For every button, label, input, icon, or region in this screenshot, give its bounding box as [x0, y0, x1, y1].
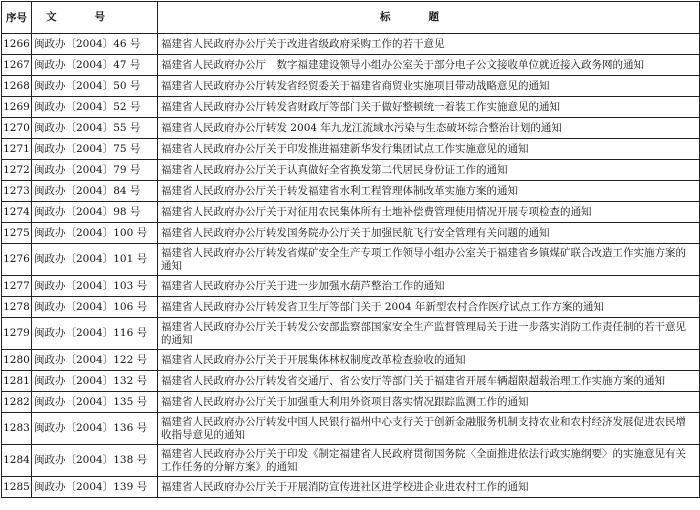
row-title: 福建省人民政府办公厅转发省财政厅等部门关于做好整顿统一着装工作实施意见的通知	[158, 97, 700, 118]
row-number: 1272	[2, 160, 32, 181]
row-title: 福建省人民政府办公厅关于加强重大利用外资项目落实情况跟踪监测工作的通知	[158, 392, 700, 413]
table-row	[2, 350, 700, 371]
table-row	[2, 181, 700, 202]
row-doc-number: 闽政办〔2004〕100 号	[32, 223, 158, 244]
table-row	[2, 160, 700, 181]
table-row	[2, 139, 700, 160]
row-number: 1276	[2, 244, 32, 276]
table-row	[2, 223, 700, 244]
row-number: 1283	[2, 413, 32, 445]
row-doc-number: 闽政办〔2004〕106 号	[32, 297, 158, 318]
row-doc-number: 闽政办〔2004〕132 号	[32, 371, 158, 392]
row-number: 1281	[2, 371, 32, 392]
table-row	[2, 118, 700, 139]
row-doc-number: 闽政办〔2004〕101 号	[32, 244, 158, 276]
row-doc-number: 闽政办〔2004〕103 号	[32, 276, 158, 297]
row-title: 福建省人民政府办公厅转发省卫生厅等部门关于 2004 年新型农村合作医疗试点工作方案的通知	[158, 297, 700, 318]
row-title: 福建省人民政府办公厅关于进一步加强水葫芦整治工作的通知	[158, 276, 700, 297]
row-doc-number: 闽政办〔2004〕52 号	[32, 97, 158, 118]
row-title: 福建省人民政府办公厅关于转发公安部监察部国家安全生产监督管理局关于进一步落实消防工作责任制的若干意见的通知	[158, 318, 700, 350]
header-doc-number: 文号	[32, 2, 158, 34]
header-title: 标题	[158, 2, 700, 34]
table-row	[2, 244, 700, 276]
row-doc-number: 闽政办〔2004〕136 号	[32, 413, 158, 445]
table-row	[2, 76, 700, 97]
table-row	[2, 477, 700, 498]
row-title: 福建省人民政府办公厅关于转发福建省水利工程管理体制改革实施方案的通知	[158, 181, 700, 202]
row-title: 福建省人民政府办公厅 数字福建建设领导小组办公室关于部分电子公文接收单位就近接入政务网的通知	[158, 55, 700, 76]
row-title: 福建省人民政府办公厅关于开展消防宣传进社区进学校进企业进农村工作的通知	[158, 477, 700, 498]
table-row	[2, 445, 700, 477]
table-row	[2, 34, 700, 55]
row-doc-number: 闽政办〔2004〕138 号	[32, 445, 158, 477]
row-number: 1284	[2, 445, 32, 477]
row-number: 1280	[2, 350, 32, 371]
row-title: 福建省人民政府办公厅转发中国人民银行福州中心支行关于创新金融服务机制支持农业和农村经济发展促进农民增收指导意见的通知	[158, 413, 700, 445]
row-title: 福建省人民政府办公厅转发省经贸委关于福建省商贸业实施项目带动战略意见的通知	[158, 76, 700, 97]
row-number: 1275	[2, 223, 32, 244]
row-title: 福建省人民政府办公厅关于认真做好全省换发第二代居民身份证工作的通知	[158, 160, 700, 181]
row-title: 福建省人民政府办公厅关于印发推进福建新华发行集团试点工作实施意见的通知	[158, 139, 700, 160]
row-doc-number: 闽政办〔2004〕98 号	[32, 202, 158, 223]
row-title: 福建省人民政府办公厅转发省煤矿安全生产专项工作领导小组办公室关于福建省乡镇煤矿联合改造工作实施方案的通知	[158, 244, 700, 276]
table-row	[2, 55, 700, 76]
row-title: 福建省人民政府办公厅转发 2004 年九龙江流域水污染与生态破坏综合整治计划的通知	[158, 118, 700, 139]
row-title: 福建省人民政府办公厅关于开展集体林权制度改革检查验收的通知	[158, 350, 700, 371]
row-title: 福建省人民政府办公厅关于对征用农民集体所有土地补偿费管理使用情况开展专项检查的通知	[158, 202, 700, 223]
row-number: 1273	[2, 181, 32, 202]
row-doc-number: 闽政办〔2004〕79 号	[32, 160, 158, 181]
row-title: 福建省人民政府办公厅关于印发《制定福建省人民政府贯彻国务院〈全面推进依法行政实施纲要〉的实施意见有关工作任务的分解方案》的通知	[158, 445, 700, 477]
row-number: 1270	[2, 118, 32, 139]
row-doc-number: 闽政办〔2004〕50 号	[32, 76, 158, 97]
row-number: 1278	[2, 297, 32, 318]
row-doc-number: 闽政办〔2004〕84 号	[32, 181, 158, 202]
table-row	[2, 202, 700, 223]
row-number: 1277	[2, 276, 32, 297]
row-doc-number: 闽政办〔2004〕139 号	[32, 477, 158, 498]
table-row	[2, 413, 700, 445]
table-row	[2, 392, 700, 413]
row-doc-number: 闽政办〔2004〕116 号	[32, 318, 158, 350]
table-row	[2, 371, 700, 392]
row-number: 1268	[2, 76, 32, 97]
table-header-row	[2, 2, 700, 34]
document-index-table	[1, 1, 700, 498]
row-number: 1271	[2, 139, 32, 160]
table-row	[2, 297, 700, 318]
row-doc-number: 闽政办〔2004〕122 号	[32, 350, 158, 371]
row-doc-number: 闽政办〔2004〕135 号	[32, 392, 158, 413]
row-doc-number: 闽政办〔2004〕47 号	[32, 55, 158, 76]
row-doc-number: 闽政办〔2004〕55 号	[32, 118, 158, 139]
row-doc-number: 闽政办〔2004〕46 号	[32, 34, 158, 55]
header-seq: 序号	[2, 2, 32, 34]
row-number: 1274	[2, 202, 32, 223]
table-row	[2, 318, 700, 350]
table-row	[2, 97, 700, 118]
row-number: 1266	[2, 34, 32, 55]
row-number: 1267	[2, 55, 32, 76]
row-title: 福建省人民政府办公厅关于改进省级政府采购工作的若干意见	[158, 34, 700, 55]
table-row	[2, 276, 700, 297]
row-number: 1269	[2, 97, 32, 118]
row-number: 1282	[2, 392, 32, 413]
row-title: 福建省人民政府办公厅转发省交通厅、省公安厅等部门关于福建省开展车辆超限超载治理工作实施方案的通知	[158, 371, 700, 392]
row-number: 1279	[2, 318, 32, 350]
row-number: 1285	[2, 477, 32, 498]
row-title: 福建省人民政府办公厅转发国务院办公厅关于加强民航飞行安全管理有关问题的通知	[158, 223, 700, 244]
row-doc-number: 闽政办〔2004〕75 号	[32, 139, 158, 160]
